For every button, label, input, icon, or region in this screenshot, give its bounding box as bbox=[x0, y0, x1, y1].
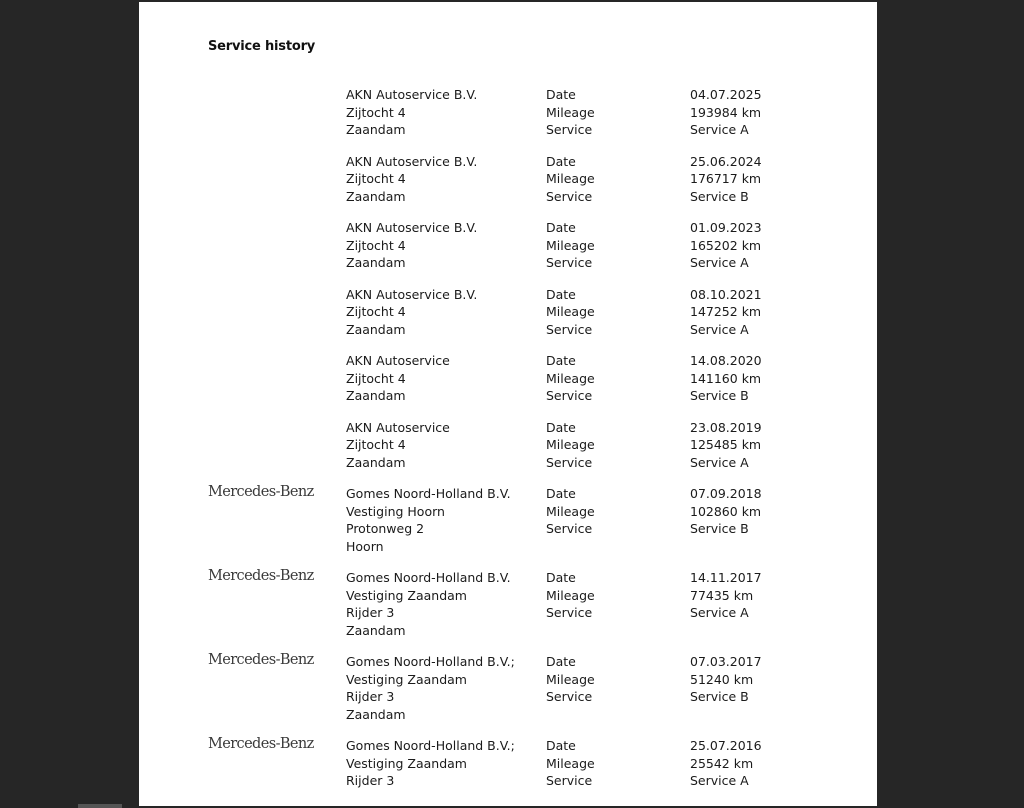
date-value: 07.09.2018 bbox=[690, 486, 762, 501]
date-label: Date bbox=[546, 486, 576, 501]
mileage-label: Mileage bbox=[546, 237, 595, 253]
address-line: Vestiging Zaandam bbox=[346, 587, 467, 603]
service-value: Service A bbox=[690, 773, 749, 788]
mileage-value: 147252 km bbox=[690, 304, 762, 319]
dealer-address bbox=[346, 153, 477, 206]
horizontal-scrollbar-thumb[interactable] bbox=[78, 804, 122, 808]
service-record bbox=[139, 485, 877, 555]
service-record bbox=[139, 737, 877, 790]
field-labels bbox=[546, 419, 595, 472]
mileage-label: Mileage bbox=[546, 671, 595, 687]
address-line: Zijtocht 4 bbox=[346, 304, 406, 319]
service-value: Service A bbox=[690, 255, 749, 270]
mileage-value: 125485 km bbox=[690, 437, 762, 452]
date-value: 14.11.2017 bbox=[690, 570, 762, 585]
mercedes-benz-logo: Mercedes-Benz bbox=[208, 484, 314, 500]
mercedes-benz-logo: Mercedes-Benz bbox=[208, 568, 314, 584]
field-values bbox=[690, 352, 762, 405]
dealer-address bbox=[346, 569, 511, 639]
mileage-value: 102860 km bbox=[690, 503, 762, 519]
service-record bbox=[139, 153, 877, 206]
address-line: Rijder 3 bbox=[346, 605, 395, 620]
mileage-value: 25542 km bbox=[690, 755, 754, 771]
date-label: Date bbox=[546, 738, 576, 753]
address-line: Zaandam bbox=[346, 188, 406, 204]
dealer-address bbox=[346, 419, 450, 472]
field-labels bbox=[546, 219, 595, 272]
dealer-address bbox=[346, 286, 477, 339]
field-labels bbox=[546, 153, 595, 206]
service-value: Service B bbox=[690, 521, 749, 536]
address-line: Zijtocht 4 bbox=[346, 437, 406, 452]
service-label: Service bbox=[546, 454, 593, 470]
field-labels bbox=[546, 653, 595, 706]
service-record bbox=[139, 219, 877, 272]
service-label: Service bbox=[546, 188, 593, 204]
address-line: Zaandam bbox=[346, 388, 406, 403]
date-label: Date bbox=[546, 153, 576, 169]
page-title: Service history bbox=[208, 39, 316, 54]
service-value: Service B bbox=[690, 188, 749, 204]
mileage-label: Mileage bbox=[546, 104, 595, 120]
dealer-address bbox=[346, 653, 515, 723]
field-labels bbox=[546, 286, 595, 339]
field-values bbox=[690, 86, 762, 139]
date-value: 04.07.2025 bbox=[690, 87, 762, 102]
mileage-value: 193984 km bbox=[690, 104, 762, 120]
field-values bbox=[690, 219, 762, 272]
dealer-address bbox=[346, 86, 477, 139]
address-line: Protonweg 2 bbox=[346, 521, 425, 536]
mileage-label: Mileage bbox=[546, 437, 595, 452]
address-line: AKN Autoservice B.V. bbox=[346, 87, 478, 102]
service-record bbox=[139, 419, 877, 472]
date-value: 25.07.2016 bbox=[690, 738, 762, 753]
address-line: Gomes Noord-Holland B.V. bbox=[346, 570, 511, 585]
address-line: Zaandam bbox=[346, 454, 406, 470]
field-values bbox=[690, 569, 762, 622]
mileage-label: Mileage bbox=[546, 503, 595, 519]
service-value: Service A bbox=[690, 122, 749, 137]
service-value: Service A bbox=[690, 321, 749, 337]
field-values bbox=[690, 737, 762, 790]
dealer-address bbox=[346, 352, 450, 405]
service-label: Service bbox=[546, 689, 593, 704]
address-line: AKN Autoservice bbox=[346, 419, 450, 435]
service-label: Service bbox=[546, 521, 593, 536]
address-line: Zijtocht 4 bbox=[346, 237, 406, 253]
service-label: Service bbox=[546, 122, 593, 137]
date-value: 08.10.2021 bbox=[690, 286, 762, 302]
service-records-list bbox=[139, 86, 877, 790]
field-labels bbox=[546, 569, 595, 622]
address-line: Zaandam bbox=[346, 122, 406, 137]
address-line: Vestiging Zaandam bbox=[346, 671, 467, 687]
field-labels bbox=[546, 352, 595, 405]
field-labels bbox=[546, 485, 595, 538]
mileage-value: 141160 km bbox=[690, 370, 762, 386]
address-line: AKN Autoservice B.V. bbox=[346, 286, 478, 302]
mercedes-benz-logo: Mercedes-Benz bbox=[208, 652, 314, 668]
date-value: 23.08.2019 bbox=[690, 419, 762, 435]
address-line: Rijder 3 bbox=[346, 689, 395, 704]
mileage-label: Mileage bbox=[546, 370, 595, 386]
mileage-label: Mileage bbox=[546, 587, 595, 603]
service-value: Service A bbox=[690, 605, 749, 620]
date-label: Date bbox=[546, 654, 576, 669]
date-label: Date bbox=[546, 220, 576, 235]
service-record bbox=[139, 86, 877, 139]
service-value: Service A bbox=[690, 454, 749, 470]
dealer-address bbox=[346, 219, 477, 272]
mileage-label: Mileage bbox=[546, 304, 595, 319]
field-values bbox=[690, 286, 762, 339]
date-label: Date bbox=[546, 87, 576, 102]
field-values bbox=[690, 419, 762, 472]
date-value: 07.03.2017 bbox=[690, 654, 762, 669]
document-page bbox=[139, 2, 877, 806]
field-values bbox=[690, 653, 762, 706]
service-label: Service bbox=[546, 255, 593, 270]
date-value: 01.09.2023 bbox=[690, 220, 762, 235]
dealer-address bbox=[346, 737, 515, 790]
address-line: Zijtocht 4 bbox=[346, 171, 406, 186]
address-line: AKN Autoservice B.V. bbox=[346, 220, 478, 235]
address-line: Zaandam bbox=[346, 622, 406, 638]
address-line: Gomes Noord-Holland B.V. bbox=[346, 486, 511, 501]
mileage-value: 77435 km bbox=[690, 587, 754, 603]
address-line: AKN Autoservice bbox=[346, 353, 450, 368]
date-label: Date bbox=[546, 286, 576, 302]
date-label: Date bbox=[546, 419, 576, 435]
mileage-value: 51240 km bbox=[690, 671, 754, 687]
service-record bbox=[139, 569, 877, 639]
date-value: 25.06.2024 bbox=[690, 153, 762, 169]
service-record bbox=[139, 653, 877, 723]
service-value: Service B bbox=[690, 689, 749, 704]
address-line: Vestiging Hoorn bbox=[346, 503, 445, 519]
address-line: Zaandam bbox=[346, 321, 406, 337]
dealer-address bbox=[346, 485, 511, 555]
address-line: Zaandam bbox=[346, 255, 406, 270]
date-value: 14.08.2020 bbox=[690, 353, 762, 368]
field-labels bbox=[546, 86, 595, 139]
service-label: Service bbox=[546, 773, 593, 788]
service-label: Service bbox=[546, 605, 593, 620]
service-record bbox=[139, 352, 877, 405]
service-record bbox=[139, 286, 877, 339]
mileage-label: Mileage bbox=[546, 755, 595, 771]
address-line: Hoorn bbox=[346, 538, 384, 554]
field-labels bbox=[546, 737, 595, 790]
address-line: AKN Autoservice B.V. bbox=[346, 153, 478, 169]
service-value: Service B bbox=[690, 388, 749, 403]
mileage-value: 176717 km bbox=[690, 171, 762, 186]
address-line: Zijtocht 4 bbox=[346, 104, 406, 120]
field-values bbox=[690, 153, 762, 206]
address-line: Gomes Noord-Holland B.V.; bbox=[346, 738, 515, 753]
address-line: Zijtocht 4 bbox=[346, 370, 406, 386]
date-label: Date bbox=[546, 570, 576, 585]
field-values bbox=[690, 485, 762, 538]
date-label: Date bbox=[546, 353, 576, 368]
address-line: Gomes Noord-Holland B.V.; bbox=[346, 654, 515, 669]
service-label: Service bbox=[546, 388, 593, 403]
mercedes-benz-logo: Mercedes-Benz bbox=[208, 736, 314, 752]
service-label: Service bbox=[546, 321, 593, 337]
mileage-label: Mileage bbox=[546, 171, 595, 186]
address-line: Vestiging Zaandam bbox=[346, 755, 467, 771]
mileage-value: 165202 km bbox=[690, 237, 762, 253]
address-line: Zaandam bbox=[346, 706, 406, 722]
address-line: Rijder 3 bbox=[346, 773, 395, 788]
